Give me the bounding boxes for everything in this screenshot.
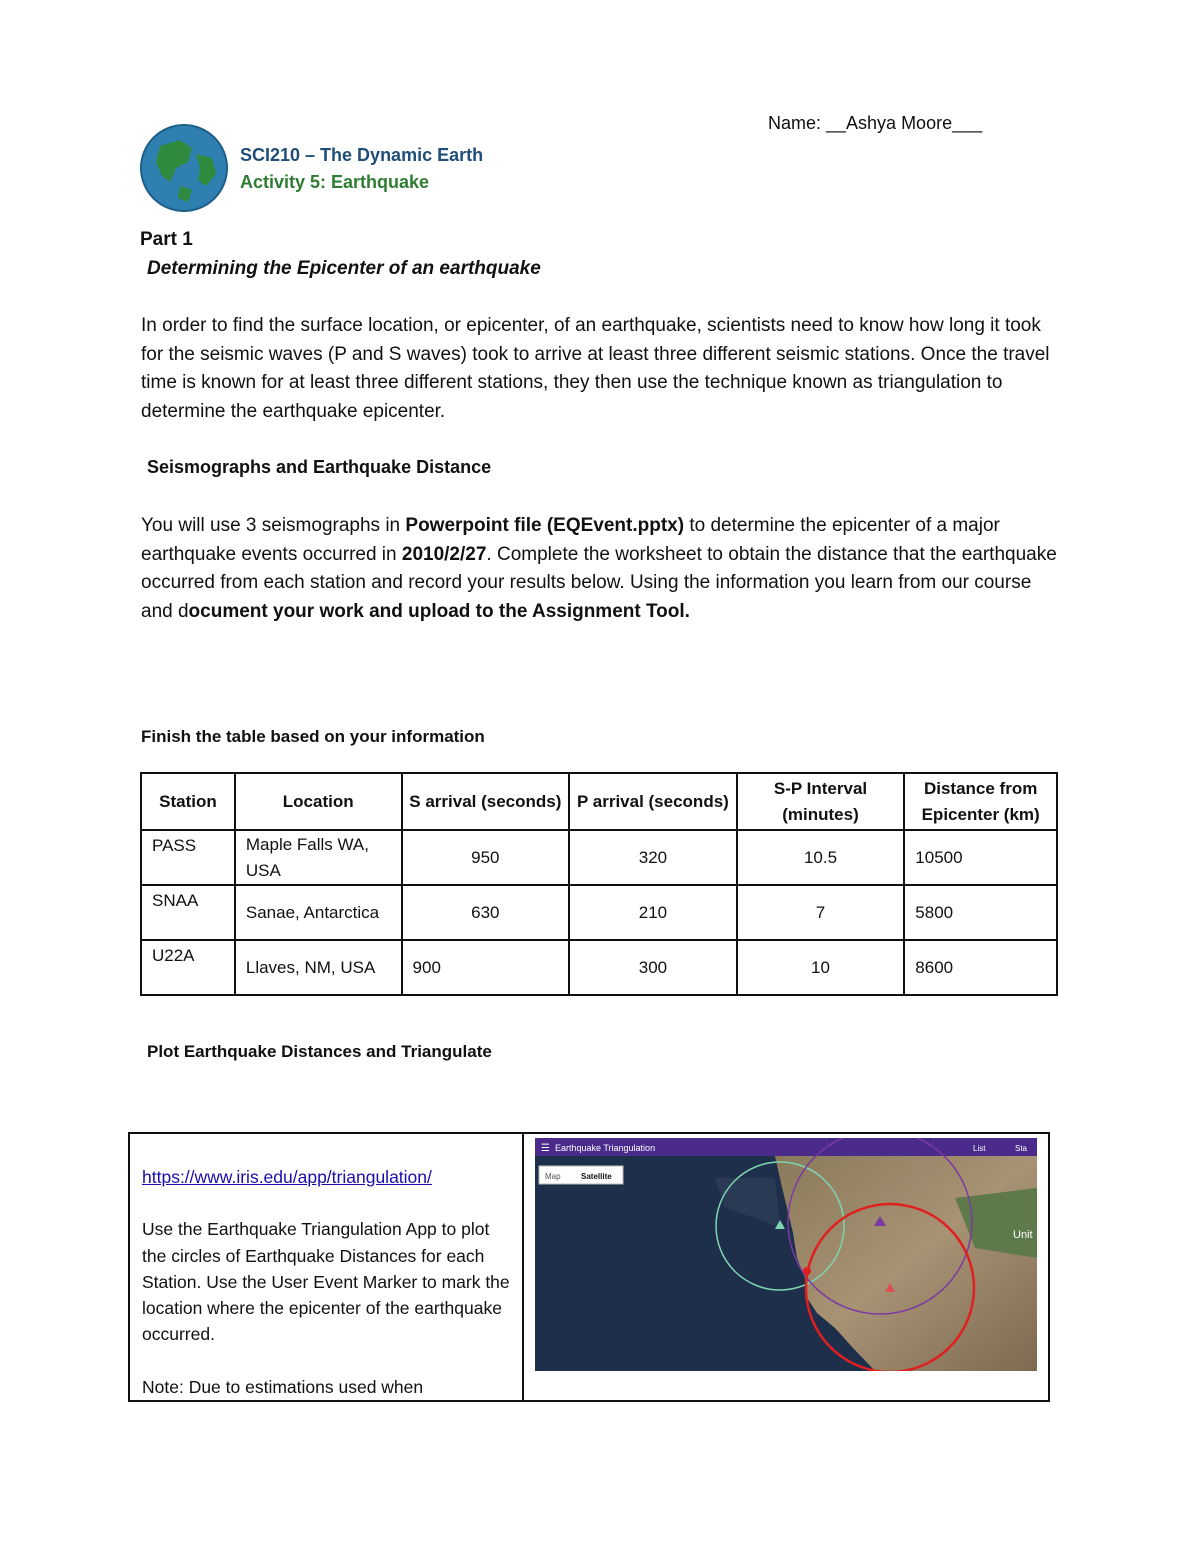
table-cell: 630 (402, 885, 570, 940)
table-row (141, 940, 1057, 995)
table-cell: 900 (402, 940, 570, 995)
table-cell: 7 (737, 885, 905, 940)
table-cell: 300 (569, 940, 737, 995)
map-country-label: Unit (1013, 1229, 1033, 1241)
table-row (141, 885, 1057, 940)
earth-globe-logo (140, 124, 228, 212)
instructions-column (142, 1164, 512, 1426)
table-header: S-P Interval (minutes) (737, 773, 905, 830)
student-name-line: Name: __Ashya Moore___ (768, 113, 983, 133)
satellite-tab[interactable]: Satellite (581, 1172, 612, 1181)
plot-title: Plot Earthquake Distances and Triangulate (147, 1042, 492, 1061)
intro-paragraph: In order to find the surface location, or epicenter, of an earthquake, scientists need to know how long it took for the seismic waves (P and S waves) took to arrive at least three different seismic stations. Once the travel time is known for at least three different stations, they then use the technique known as triangulation to determine the earthquake epicenter. (141, 315, 1050, 422)
part-label: Part 1 (140, 229, 193, 250)
map-tab[interactable]: Map (545, 1172, 561, 1181)
table-header-row (141, 773, 1057, 830)
app-title: Earthquake Triangulation (555, 1143, 656, 1153)
table-caption: Finish the table based on your information (141, 727, 485, 746)
table-cell: Maple Falls WA, USA (235, 830, 402, 885)
add-station-button[interactable]: Sta (1015, 1144, 1028, 1153)
iris-triangulation-link[interactable]: https://www.iris.edu/app/triangulation/ (142, 1167, 432, 1187)
column-divider (522, 1134, 524, 1400)
table-cell: 210 (569, 885, 737, 940)
table-cell: 10 (737, 940, 905, 995)
seismographs-paragraph: You will use 3 seismographs in Powerpoint file (EQEvent.pptx) to determine the epicenter of a major earthquake events occurred in 2010/2/27. Complete the worksheet to obtain the distance that the earthquake occurred from each station and record your results below. Using the information you learn from our course and document your work and upload to the Assignment Tool. (141, 515, 1057, 622)
table-header: Station (141, 773, 235, 830)
activity-title: Activity 5: Earthquake (240, 172, 430, 192)
table-cell: U22A (141, 940, 235, 995)
course-title: SCI210 – The Dynamic Earth (240, 145, 484, 165)
table-header: S arrival (seconds) (402, 773, 570, 830)
table-cell: 950 (402, 830, 570, 885)
table-cell: 10500 (904, 830, 1057, 885)
table-cell: Sanae, Antarctica (235, 885, 402, 940)
instructions-text: Use the Earthquake Triangulation App to plot the circles of Earthquake Distances for each Station. Use the User Event Marker to mark the location where the epicenter of the earthquake occurred. (142, 1219, 510, 1345)
menu-icon[interactable]: ☰ (541, 1143, 550, 1154)
results-table (140, 772, 1058, 996)
triangulation-box (128, 1132, 1050, 1402)
table-header: P arrival (seconds) (569, 773, 737, 830)
table-cell: 8600 (904, 940, 1057, 995)
table-cell: PASS (141, 830, 235, 885)
seismographs-heading: Seismographs and Earthquake Distance (147, 457, 492, 477)
table-cell: SNAA (141, 885, 235, 940)
table-row (141, 830, 1057, 885)
list-button[interactable]: List (973, 1144, 986, 1153)
table-cell: Llaves, NM, USA (235, 940, 402, 995)
part-subtitle: Determining the Epicenter of an earthquake (147, 258, 541, 279)
table-cell: 5800 (904, 885, 1057, 940)
table-cell: 10.5 (737, 830, 905, 885)
table-header: Distance from Epicenter (km) (904, 773, 1057, 830)
table-header: Location (235, 773, 402, 830)
triangulation-app-screenshot (535, 1138, 1037, 1371)
table-cell: 320 (569, 830, 737, 885)
note-text: Note: Due to estimations used when (142, 1376, 424, 1397)
user-event-marker (803, 1267, 811, 1275)
